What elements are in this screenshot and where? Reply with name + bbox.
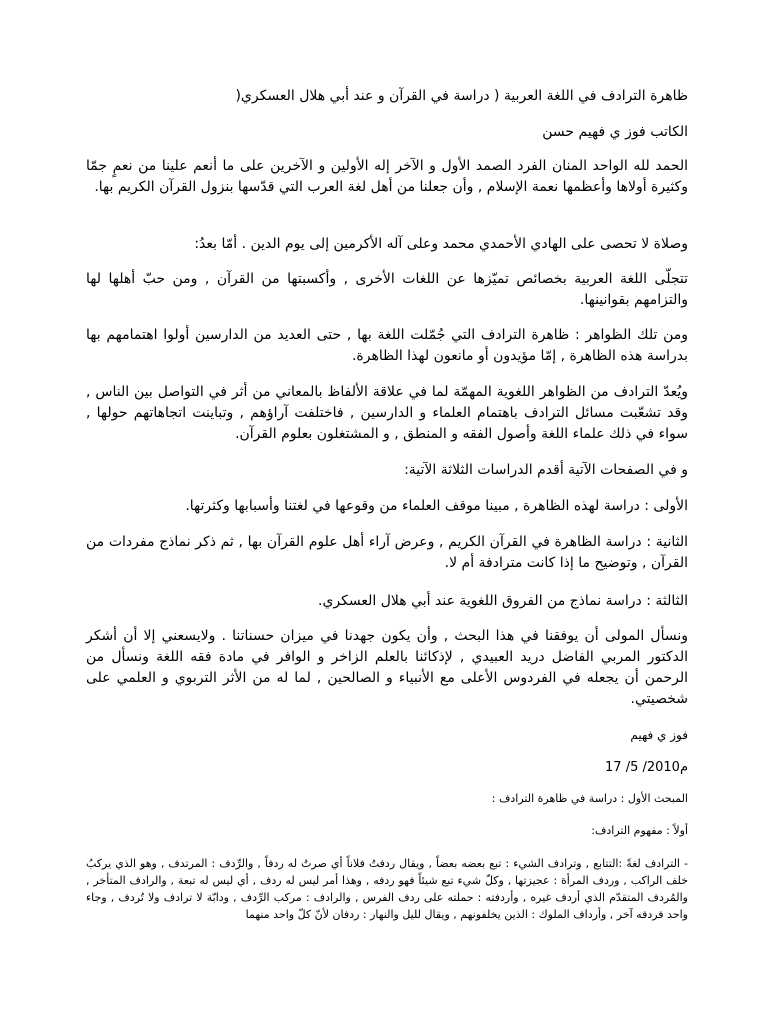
paragraph-first-study: الأولى : دراسة لهذه الظاهرة , مبينا موقف العلماء من وقوعها في لغتنا وأسبابها وكثرتها.	[185, 498, 688, 514]
definition-paragraph: - الترادف لغةً :التتابع , وترادف الشيء : تبع بعضه بعضاً , ويقال ردفتُ فلاناً أي صرتُ له ردفاً , والرِّدف : المرتدف , وهو الذي يركبُ خلف الراكب , وردف المرأة : عجيزتها , وكلّ شيء تبع شيئاً فهو ردفه , وهذا أمر ليس له ردف , أي ليس له تبعة , والرادف المتأخر , والمُردف المتقدّم الذي أردف غيره , وأردفته : حملته على ردف الفرس , والرادف : مركب الرِّدف , ودابّة لا ترادف ولا تُردف , وجاء واحد فردفه آخر , وأرداف الملوك : الذين يخلفونهم , ويقال لليل والنهار : ردفان لأنّ كلّ واحد منهما	[86, 857, 688, 921]
paragraph-prayer: وصلاة لا تحصى على الهادي الأحمدي محمد وعلى آله الأكرمين إلى يوم الدين . أمّا بعدُ:	[194, 236, 688, 252]
section-heading: المبحث الأول : دراسة في ظاهرة الترادف :	[491, 792, 688, 805]
signature: فوز ي فهيم	[630, 728, 688, 742]
paragraph-praise: الحمد لله الواحد المنان الفرد الصمد الأول و الآخر إله الأولين و الآخرين على ما أنعم علينا من نعمٍ جمّا وكثيرة أولاها وأعظمها نعمة الإسلام , وأن جعلنا من أهل لغة العرب التي قدّسها بنزول القرآن الكريم بها.	[86, 158, 688, 195]
paragraph-phenomenon: ومن تلك الظواهر : ظاهرة الترادف التي جُمّلت اللغة بها , حتى العديد من الدارسين أولوا اهتمامهم بها بدراسة هذه الظاهرة , إمّا مؤيدون أو مانعون لهذا الظاهرة.	[86, 327, 688, 364]
paragraph-thanks: ونسأل المولى أن يوفقنا في هذا البحث , وأن يكون جهدنا في ميزان حسناتنا . ولايسعني إلا أن أشكر الدكتور المربي الفاضل دريد العبيدي , لإذكائنا بالعلم الزاخر و الوافر في مادة فقه اللغة ونسأل من الرحمن أن يجعله في الفردوس الأعلى مع الأنبياء و الصالحين , لما له من الأثر التربوي و العلمي على شخصيتي.	[86, 628, 688, 707]
subsection-heading: أولاً : مفهوم الترادف:	[591, 824, 688, 837]
paragraph-features: تتجلّى اللغة العربية بخصائص تميّزها عن اللغات الأخرى , وأكسبتها من القرآن , ومن حبّ أهلها لها والتزامهم بقوانينها.	[86, 271, 688, 308]
author-line: الكاتب فوز ي فهيم حسن	[542, 124, 688, 140]
document-title: ظاهرة الترادف في اللغة العربية ( دراسة في القرآن و عند أبي هلال العسكري(	[235, 88, 688, 104]
paragraph-importance: ويُعدّ الترادف من الظواهر اللغوية المهمّة لما في علاقة الألفاظ بالمعاني من أثر في التواصل بين الناس , وقد تشعّبت مسائل الترادف باهتمام العلماء و الدارسين , فاختلفت آراؤهم , وتباينت اتجاهاتهم حولها , سواء في ذلك علماء اللغة وأصول الفقه و المنطق , و المشتغلون بعلوم القرآن.	[86, 384, 688, 442]
paragraph-studies-intro: و في الصفحات الآتية أقدم الدراسات الثلاثة الآتية:	[404, 462, 688, 478]
date: 17 /5 /2010م	[605, 760, 688, 775]
paragraph-third-study: الثالثة : دراسة نماذج من الفروق اللغوية عند أبي هلال العسكري.	[318, 593, 688, 609]
paragraph-second-study: الثانية : دراسة الظاهرة في القرآن الكريم , وعرض آراء أهل علوم القرآن بها , ثم ذكر نماذج مفردات من القرآن , وتوضيح ما إذا كانت مترادفة أم لا.	[86, 534, 688, 571]
